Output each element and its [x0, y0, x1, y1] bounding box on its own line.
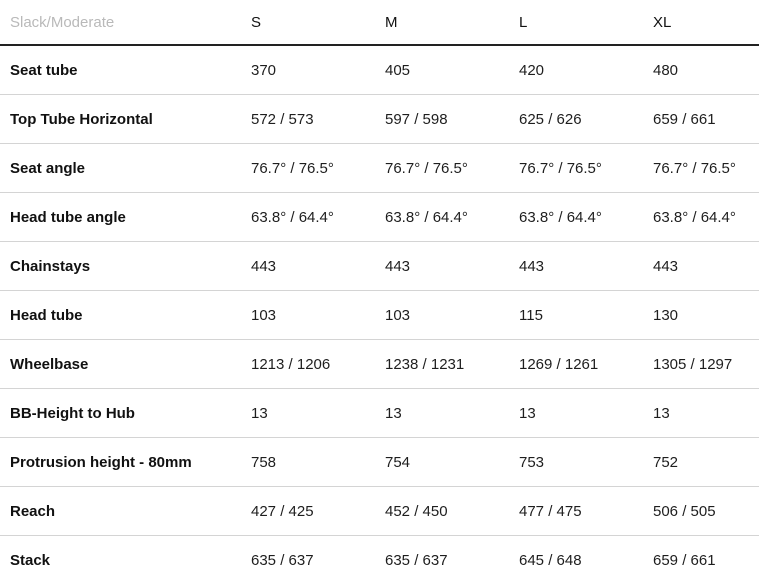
- row-label: Reach: [0, 487, 251, 536]
- cell-value: 506 / 505: [653, 487, 759, 536]
- cell-value: 659 / 661: [653, 536, 759, 584]
- row-label: Head tube angle: [0, 193, 251, 242]
- cell-value: 405: [385, 45, 519, 95]
- table-header: [0, 0, 759, 45]
- table-body: [0, 45, 759, 584]
- table-row: [0, 144, 759, 193]
- cell-value: 758: [251, 438, 385, 487]
- cell-value: 13: [653, 389, 759, 438]
- cell-value: 635 / 637: [385, 536, 519, 584]
- row-label: Seat angle: [0, 144, 251, 193]
- size-header-s: S: [251, 0, 385, 45]
- cell-value: 480: [653, 45, 759, 95]
- cell-value: 1269 / 1261: [519, 340, 653, 389]
- row-label: Wheelbase: [0, 340, 251, 389]
- table-row: [0, 291, 759, 340]
- table-row: [0, 438, 759, 487]
- table-row: [0, 193, 759, 242]
- cell-value: 103: [251, 291, 385, 340]
- cell-value: 420: [519, 45, 653, 95]
- cell-value: 13: [251, 389, 385, 438]
- header-row: [0, 0, 759, 45]
- cell-value: 443: [519, 242, 653, 291]
- cell-value: 76.7° / 76.5°: [385, 144, 519, 193]
- cell-value: 443: [653, 242, 759, 291]
- cell-value: 63.8° / 64.4°: [653, 193, 759, 242]
- cell-value: 1305 / 1297: [653, 340, 759, 389]
- table-row: [0, 45, 759, 95]
- cell-value: 443: [251, 242, 385, 291]
- cell-value: 427 / 425: [251, 487, 385, 536]
- cell-value: 13: [519, 389, 653, 438]
- cell-value: 13: [385, 389, 519, 438]
- cell-value: 1238 / 1231: [385, 340, 519, 389]
- geometry-mode-toggle[interactable]: Slack/Moderate: [0, 0, 251, 45]
- cell-value: 76.7° / 76.5°: [519, 144, 653, 193]
- table-row: [0, 536, 759, 584]
- table-row: [0, 242, 759, 291]
- cell-value: 625 / 626: [519, 95, 653, 144]
- row-label: Stack: [0, 536, 251, 584]
- cell-value: 572 / 573: [251, 95, 385, 144]
- cell-value: 76.7° / 76.5°: [251, 144, 385, 193]
- size-header-m: M: [385, 0, 519, 45]
- cell-value: 115: [519, 291, 653, 340]
- cell-value: 597 / 598: [385, 95, 519, 144]
- cell-value: 63.8° / 64.4°: [251, 193, 385, 242]
- table-row: [0, 487, 759, 536]
- table-row: [0, 340, 759, 389]
- cell-value: 370: [251, 45, 385, 95]
- cell-value: 645 / 648: [519, 536, 653, 584]
- row-label: Seat tube: [0, 45, 251, 95]
- row-label: BB-Height to Hub: [0, 389, 251, 438]
- cell-value: 659 / 661: [653, 95, 759, 144]
- row-label: Chainstays: [0, 242, 251, 291]
- cell-value: 130: [653, 291, 759, 340]
- cell-value: 103: [385, 291, 519, 340]
- cell-value: 754: [385, 438, 519, 487]
- cell-value: 76.7° / 76.5°: [653, 144, 759, 193]
- cell-value: 635 / 637: [251, 536, 385, 584]
- cell-value: 63.8° / 64.4°: [385, 193, 519, 242]
- cell-value: 477 / 475: [519, 487, 653, 536]
- cell-value: 452 / 450: [385, 487, 519, 536]
- cell-value: 63.8° / 64.4°: [519, 193, 653, 242]
- size-header-l: L: [519, 0, 653, 45]
- row-label: Head tube: [0, 291, 251, 340]
- cell-value: 443: [385, 242, 519, 291]
- cell-value: 1213 / 1206: [251, 340, 385, 389]
- cell-value: 752: [653, 438, 759, 487]
- table-row: [0, 389, 759, 438]
- cell-value: 753: [519, 438, 653, 487]
- size-header-xl: XL: [653, 0, 759, 45]
- row-label: Top Tube Horizontal: [0, 95, 251, 144]
- row-label: Protrusion height - 80mm: [0, 438, 251, 487]
- table-row: [0, 95, 759, 144]
